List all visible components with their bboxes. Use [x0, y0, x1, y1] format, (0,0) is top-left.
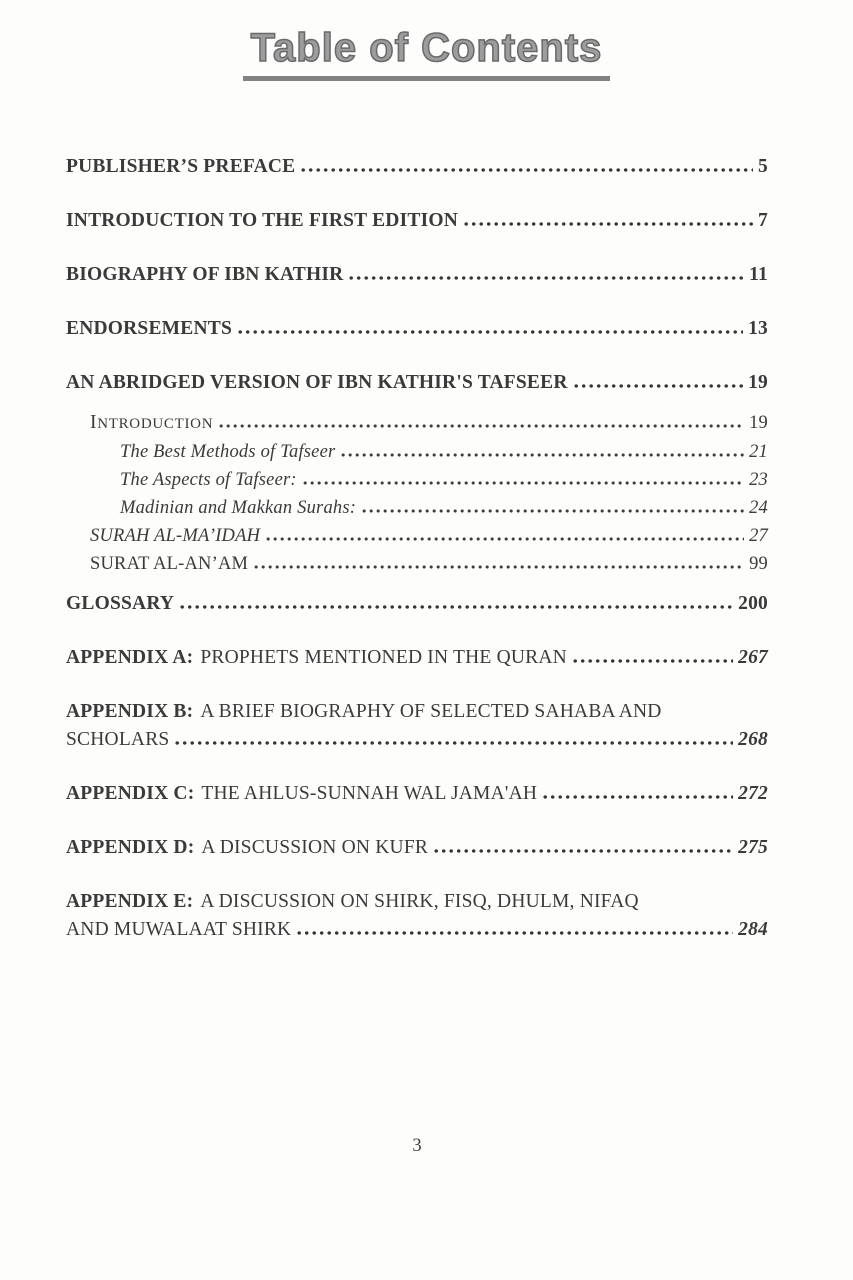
toc-entry-label: The Best Methods of Tafseer — [120, 442, 336, 462]
toc-entry-page-number: 13 — [748, 318, 768, 339]
dot-leader — [349, 274, 744, 280]
toc-entry-page-number: 5 — [758, 156, 768, 177]
toc-entry-page-number: 272 — [738, 783, 768, 804]
dot-leader — [362, 507, 744, 513]
dot-leader — [297, 929, 733, 935]
dot-leader — [434, 847, 733, 853]
dot-leader — [303, 479, 744, 485]
dot-leader — [341, 451, 744, 457]
toc-entry-label: PUBLISHER’S PREFACE — [66, 156, 296, 177]
toc-entry — [66, 726, 768, 754]
page-number: 3 — [412, 1136, 422, 1156]
toc-entry-page-number: 11 — [749, 264, 768, 285]
toc-entry — [66, 153, 768, 181]
toc-entry-page-number: 23 — [749, 470, 768, 490]
toc-entry-label: GLOSSARY — [66, 593, 175, 614]
toc-entry — [66, 698, 768, 726]
toc-entry — [66, 369, 768, 397]
toc-entry-page-number: 19 — [748, 372, 768, 393]
page-title: Table of Contents — [243, 26, 611, 81]
dot-leader — [573, 657, 733, 663]
dot-leader — [175, 739, 733, 745]
toc-entry-page-number: 24 — [749, 498, 768, 518]
toc-entry-prefix: APPENDIX B: — [66, 701, 194, 722]
toc-entry — [66, 550, 768, 578]
toc-entry — [66, 834, 768, 862]
toc-entry-label: AND MUWALAAT SHIRK — [66, 919, 292, 940]
toc-entry-page-number: 19 — [749, 413, 768, 433]
toc-entry-page-number: 7 — [758, 210, 768, 231]
toc-entry — [66, 522, 768, 550]
toc-entry-label: INTRODUCTION — [90, 412, 214, 433]
toc-entry-page-number: 21 — [749, 442, 768, 462]
toc-entry-prefix: APPENDIX D: — [66, 837, 195, 858]
toc-entry-label: SURAH AL-MA’IDAH — [90, 526, 261, 546]
dot-leader — [180, 603, 733, 609]
dot-leader — [219, 422, 744, 428]
toc-entry — [66, 261, 768, 289]
toc-entry-label: SCHOLARS — [66, 729, 170, 750]
toc-entry-prefix: APPENDIX A: — [66, 647, 194, 668]
toc-entry-label: ENDORSEMENTS — [66, 318, 233, 339]
dot-leader — [464, 220, 753, 226]
toc-entry-label: Madinian and Makkan Surahs: — [120, 498, 357, 518]
toc-entry-label: A BRIEF BIOGRAPHY OF SELECTED SAHABA AND — [200, 701, 662, 722]
toc-entry-page-number: 268 — [738, 729, 768, 750]
toc-entry — [66, 207, 768, 235]
dot-leader — [238, 328, 743, 334]
toc-entry-label: INTRODUCTION TO THE FIRST EDITION — [66, 210, 459, 231]
dot-leader — [266, 535, 744, 541]
toc-entry-label: The Aspects of Tafseer: — [120, 470, 297, 490]
toc-entry — [66, 888, 768, 916]
toc-entry-label: A DISCUSSION ON KUFR — [201, 837, 429, 858]
toc-entry-page-number: 200 — [738, 593, 768, 614]
dot-leader — [301, 166, 753, 172]
toc-entry-prefix: APPENDIX C: — [66, 783, 195, 804]
toc-entry-page-number: 27 — [749, 526, 768, 546]
toc-entry — [66, 780, 768, 808]
toc-entry — [66, 315, 768, 343]
toc-entry-label: AN ABRIDGED VERSION OF IBN KATHIR'S TAFSEER — [66, 372, 568, 393]
toc-entry — [66, 409, 768, 438]
toc-entry-page-number: 275 — [738, 837, 768, 858]
toc-entry-page-number: 267 — [738, 647, 768, 668]
toc-entry — [66, 494, 768, 522]
toc-entry-page-number: 99 — [749, 554, 768, 574]
dot-leader — [543, 793, 733, 799]
toc-entry-label: A DISCUSSION ON SHIRK, FISQ, DHULM, NIFAQ — [200, 891, 639, 912]
toc-entry-label: SURAT AL-AN’AM — [90, 554, 249, 574]
toc-entry-prefix: APPENDIX E: — [66, 891, 194, 912]
dot-leader — [574, 382, 743, 388]
toc-entry — [66, 644, 768, 672]
page-header — [0, 0, 853, 81]
toc-list — [66, 153, 768, 944]
page-footer — [66, 1136, 768, 1157]
toc-entry-label: THE AHLUS-SUNNAH WAL JAMA'AH — [201, 783, 538, 804]
toc-entry — [66, 466, 768, 494]
toc-entry-label: BIOGRAPHY OF IBN KATHIR — [66, 264, 344, 285]
dot-leader — [254, 563, 744, 569]
toc-entry-label: PROPHETS MENTIONED IN THE QURAN — [200, 647, 567, 668]
toc-entry — [66, 438, 768, 466]
toc-entry-page-number: 284 — [738, 919, 768, 940]
toc-entry — [66, 916, 768, 944]
toc-entry — [66, 590, 768, 618]
